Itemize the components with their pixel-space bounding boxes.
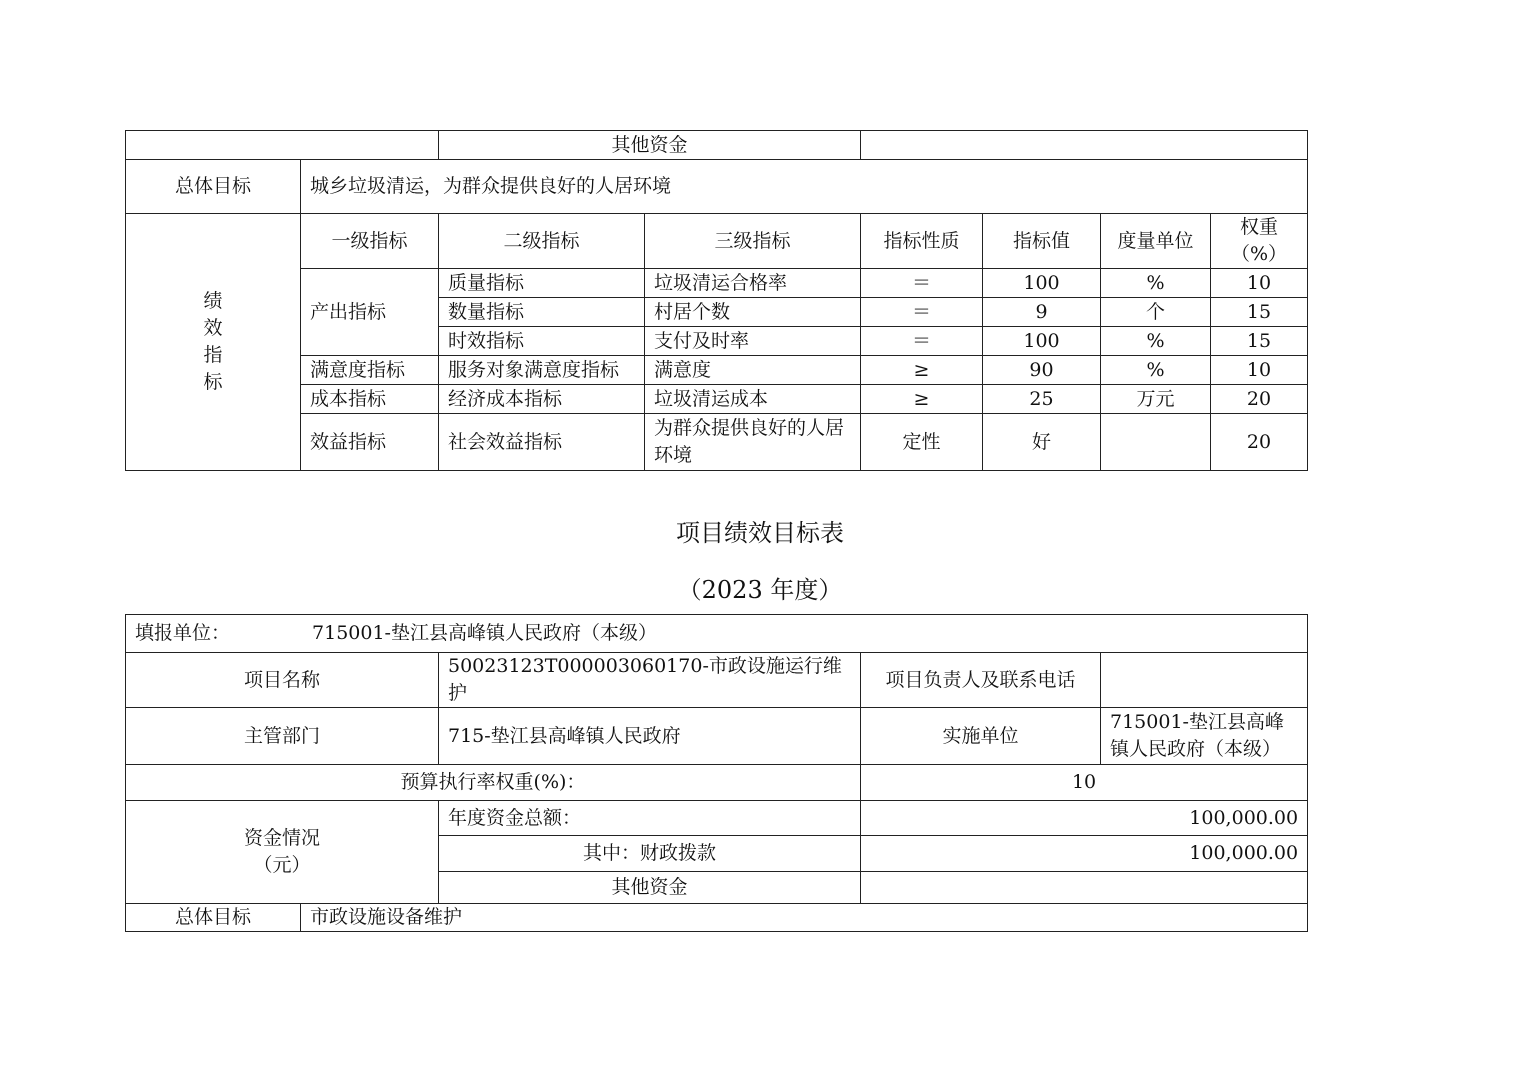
fiscal-value: 100,000.00 <box>861 836 1308 872</box>
nature-cell: ＝ <box>861 298 983 327</box>
level2-cell: 经济成本指标 <box>439 385 645 414</box>
unit-cell: % <box>1101 356 1211 385</box>
value-cell: 25 <box>983 385 1101 414</box>
level2-cell: 时效指标 <box>439 327 645 356</box>
unit-cell: 个 <box>1101 298 1211 327</box>
nature-cell: ＝ <box>861 327 983 356</box>
level2-cell: 数量指标 <box>439 298 645 327</box>
weight-cell: 10 <box>1211 356 1308 385</box>
impl-unit-label: 实施单位 <box>861 708 1101 765</box>
fiscal-label: 其中：财政拨款 <box>439 836 861 872</box>
other-funds-label: 其他资金 <box>439 131 861 160</box>
weight-cell: 15 <box>1211 327 1308 356</box>
weight-cell: 10 <box>1211 269 1308 298</box>
table-row <box>126 414 1308 471</box>
unit-cell: % <box>1101 327 1211 356</box>
section-title: 项目绩效目标表 <box>676 519 844 547</box>
header-unit: 度量单位 <box>1101 214 1211 269</box>
level3-cell: 垃圾清运成本 <box>645 385 861 414</box>
level2-cell: 服务对象满意度指标 <box>439 356 645 385</box>
level3-cell: 满意度 <box>645 356 861 385</box>
reporting-unit-label: 填报单位： <box>135 622 231 644</box>
level1-cell: 效益指标 <box>301 414 439 471</box>
dept-label: 主管部门 <box>126 708 439 765</box>
level3-cell: 支付及时率 <box>645 327 861 356</box>
project-lead-value <box>1101 653 1308 708</box>
project-name-value: 50023123T000003060170-市政设施运行维护 <box>439 653 861 708</box>
other-funds-value <box>861 131 1308 160</box>
performance-table-2 <box>125 614 1308 932</box>
level1-cell: 成本指标 <box>301 385 439 414</box>
overall-goal-text: 市政设施设备维护 <box>301 904 1308 932</box>
table-row <box>126 356 1308 385</box>
level3-cell: 村居个数 <box>645 298 861 327</box>
nature-cell: 定性 <box>861 414 983 471</box>
project-lead-label: 项目负责人及联系电话 <box>861 653 1101 708</box>
value-cell: 100 <box>983 327 1101 356</box>
header-level3: 三级指标 <box>645 214 861 269</box>
level3-cell: 垃圾清运合格率 <box>645 269 861 298</box>
unit-cell: 万元 <box>1101 385 1211 414</box>
header-level1: 一级指标 <box>301 214 439 269</box>
unit-cell: % <box>1101 269 1211 298</box>
value-cell: 9 <box>983 298 1101 327</box>
header-value: 指标值 <box>983 214 1101 269</box>
other-funds-label: 其他资金 <box>439 872 861 904</box>
level2-cell: 质量指标 <box>439 269 645 298</box>
annual-total-label: 年度资金总额： <box>439 801 861 836</box>
overall-goal-label: 总体目标 <box>126 160 301 214</box>
table-row <box>126 269 1308 298</box>
budget-rate-label: 预算执行率权重(%)： <box>126 765 861 801</box>
value-cell: 100 <box>983 269 1101 298</box>
header-nature: 指标性质 <box>861 214 983 269</box>
level2-cell: 社会效益指标 <box>439 414 645 471</box>
dept-value: 715-垫江县高峰镇人民政府 <box>439 708 861 765</box>
header-level2: 二级指标 <box>439 214 645 269</box>
budget-rate-value: 10 <box>861 765 1308 801</box>
nature-cell: ≥ <box>861 356 983 385</box>
weight-cell: 15 <box>1211 298 1308 327</box>
overall-goal-text: 城乡垃圾清运，为群众提供良好的人居环境 <box>301 160 1308 214</box>
header-weight: 权重（%） <box>1211 214 1308 269</box>
level1-cell: 产出指标 <box>301 269 439 356</box>
level3-cell: 为群众提供良好的人居环境 <box>645 414 861 471</box>
annual-total-value: 100,000.00 <box>861 801 1308 836</box>
other-funds-value <box>861 872 1308 904</box>
weight-cell: 20 <box>1211 414 1308 471</box>
level1-cell: 满意度指标 <box>301 356 439 385</box>
reporting-unit-value: 715001-垫江县高峰镇人民政府（本级） <box>312 622 657 644</box>
nature-cell: ＝ <box>861 269 983 298</box>
table-row <box>126 385 1308 414</box>
value-cell: 90 <box>983 356 1101 385</box>
overall-goal-label: 总体目标 <box>126 904 301 932</box>
nature-cell: ≥ <box>861 385 983 414</box>
unit-cell <box>1101 414 1211 471</box>
impl-unit-value: 715001-垫江县高峰镇人民政府（本级） <box>1101 708 1308 765</box>
value-cell: 好 <box>983 414 1101 471</box>
performance-indicator-label: 绩 效 指 标 <box>126 214 301 471</box>
project-name-label: 项目名称 <box>126 653 439 708</box>
reporting-unit-row <box>126 615 1308 653</box>
performance-table-1 <box>125 130 1308 471</box>
section-year: （2023 年度） <box>677 576 843 604</box>
blank-cell <box>126 131 439 160</box>
funds-label: 资金情况 （元） <box>126 801 439 904</box>
weight-cell: 20 <box>1211 385 1308 414</box>
